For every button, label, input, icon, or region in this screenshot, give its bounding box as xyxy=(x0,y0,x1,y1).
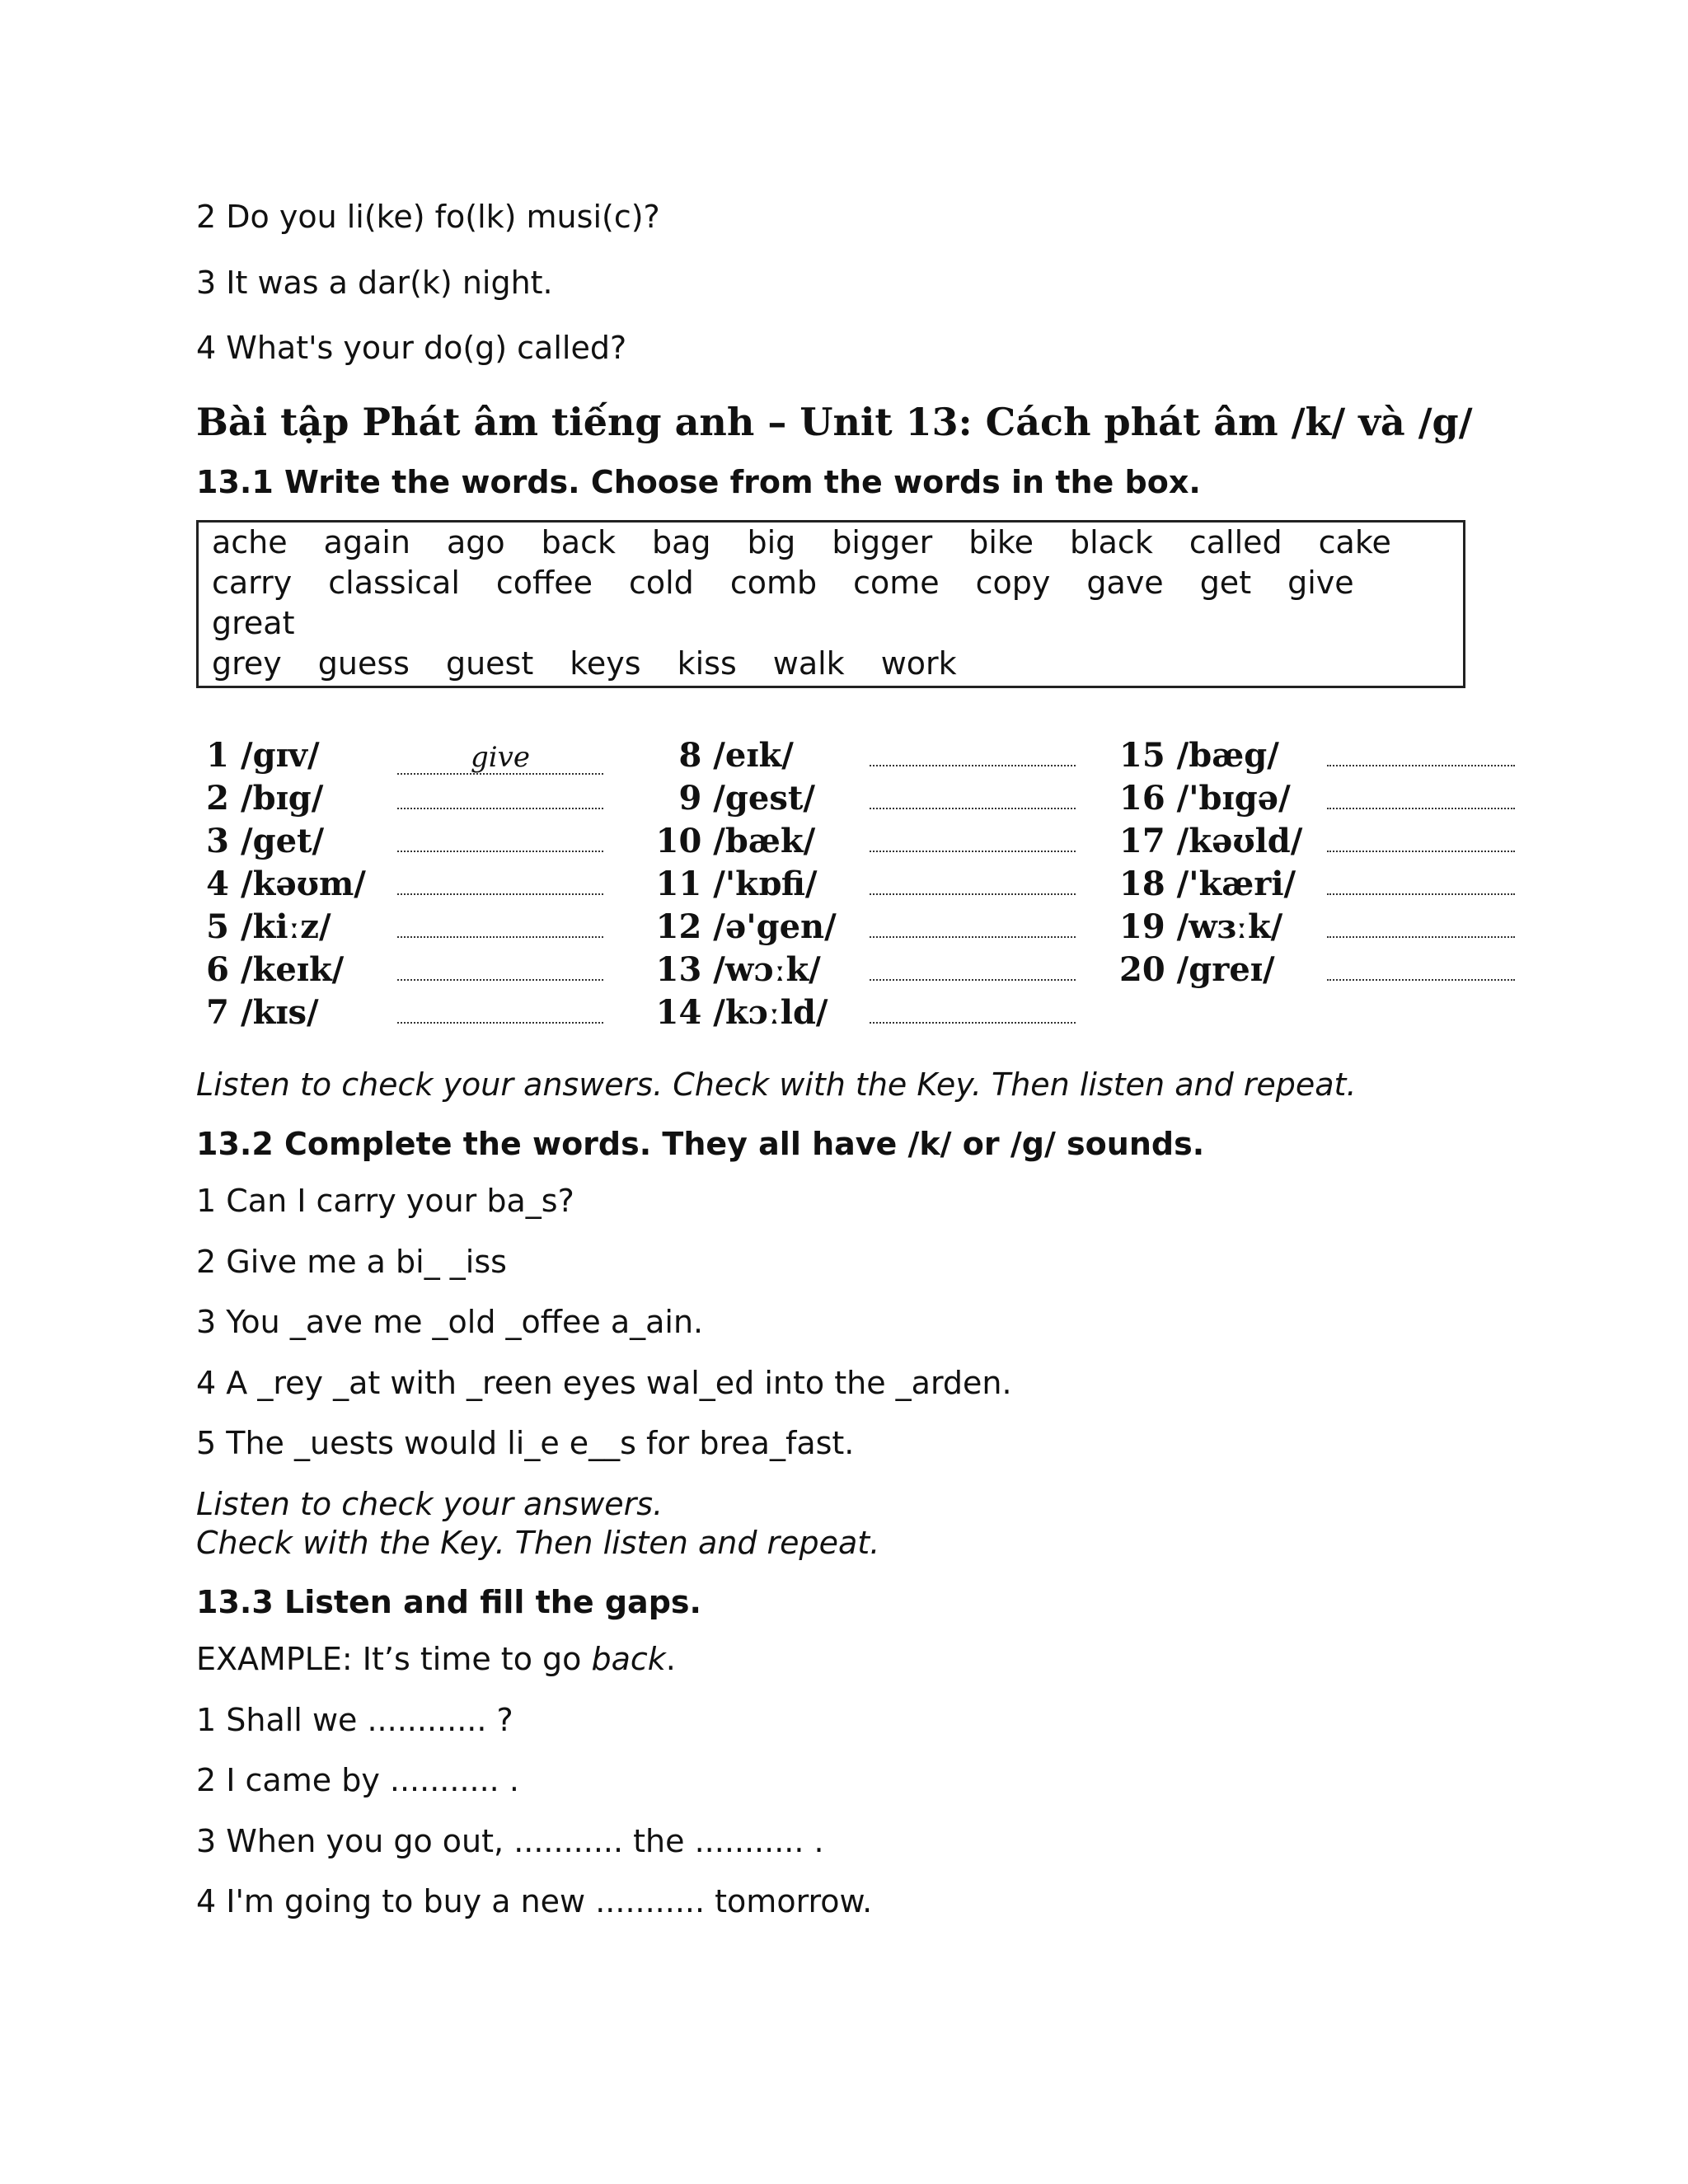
exercise-13-3-sentences xyxy=(196,1640,1515,1922)
answer-blank[interactable] xyxy=(1327,737,1515,766)
ipa-item xyxy=(1119,907,1515,950)
ipa-transcription: /greɪ/ xyxy=(1176,950,1275,990)
sentence: 3 When you go out, ........... the ........... . xyxy=(196,1822,824,1859)
note-line: Listen to check your answers. xyxy=(196,1485,663,1522)
ipa-transcription: /keɪk/ xyxy=(241,950,345,990)
ipa-transcription: /gest/ xyxy=(713,779,815,818)
ipa-item xyxy=(654,779,1119,822)
box-word: guess xyxy=(317,645,410,682)
box-word: cake xyxy=(1318,524,1391,561)
answer-blank[interactable] xyxy=(1327,865,1515,895)
worksheet-page xyxy=(196,198,1515,1943)
sentence: 1 Can I carry your ba_s? xyxy=(196,1183,574,1220)
sentence: 1 Shall we ............ ? xyxy=(196,1701,513,1738)
answer-blank[interactable] xyxy=(870,994,1076,1024)
exercise-13-2-note xyxy=(196,1485,1515,1563)
ipa-item xyxy=(196,907,654,950)
box-word: bag xyxy=(651,524,711,561)
ipa-transcription: /wɜːk/ xyxy=(1176,907,1283,947)
ipa-item xyxy=(654,736,1119,779)
example-prefix: EXAMPLE: It’s time to go xyxy=(196,1641,592,1678)
box-word: comb xyxy=(729,565,818,602)
box-word: ago xyxy=(447,524,505,561)
ipa-item xyxy=(196,779,654,822)
previous-exercise-sentences xyxy=(196,198,1515,368)
ipa-item xyxy=(654,907,1119,950)
word-box-row xyxy=(212,563,1450,603)
ipa-transcription: /bɪg/ xyxy=(241,779,324,818)
box-word: get xyxy=(1199,565,1252,602)
item-number: 5 xyxy=(206,907,229,947)
item-number: 16 xyxy=(1119,779,1165,818)
exercise-13-3-heading: 13.3 Listen and fill the gaps. xyxy=(196,1583,701,1620)
answer-blank[interactable] xyxy=(870,908,1076,938)
box-word: bike xyxy=(968,524,1034,561)
ipa-column xyxy=(654,736,1119,1036)
ipa-item xyxy=(196,822,654,865)
item-number: 11 xyxy=(655,865,702,904)
box-word: called xyxy=(1189,524,1282,561)
answer-blank[interactable] xyxy=(397,780,603,809)
ipa-transcription: /'kɒfi/ xyxy=(713,865,818,904)
box-word: back xyxy=(541,524,616,561)
answer-blank[interactable] xyxy=(1327,951,1515,981)
exercise-13-1-heading: 13.1 Write the words. Choose from the words in the box. xyxy=(196,463,1201,500)
ipa-item xyxy=(654,950,1119,993)
sentence: 2 Do you li(ke) fo(lk) musi(c)? xyxy=(196,199,660,235)
sentence: 3 You _ave me _old _offee a_ain. xyxy=(196,1304,704,1341)
ipa-transcription: /bæg/ xyxy=(1176,736,1279,776)
example-suffix: . xyxy=(665,1641,676,1678)
box-word: ache xyxy=(212,524,288,561)
answer-blank[interactable] xyxy=(870,737,1076,766)
unit-title: Bài tập Phát âm tiếng anh – Unit 13: Cách phát âm /k/ và /g/ xyxy=(196,399,1473,444)
item-number: 6 xyxy=(206,950,229,990)
item-number: 4 xyxy=(206,865,229,904)
item-number: 12 xyxy=(655,907,702,947)
ipa-item xyxy=(196,865,654,907)
box-word: work xyxy=(880,645,957,682)
answer-blank[interactable] xyxy=(397,823,603,852)
box-word: kiss xyxy=(677,645,737,682)
word-box-row xyxy=(212,523,1450,563)
sentence: 4 I'm going to buy a new ........... tomorrow. xyxy=(196,1883,873,1920)
sentence: 2 I came by ........... . xyxy=(196,1762,519,1799)
box-word: walk xyxy=(772,645,845,682)
answer-blank[interactable]: give xyxy=(397,745,603,775)
exercise-13-2-heading: 13.2 Complete the words. They all have /k/ or /g/ sounds. xyxy=(196,1125,1205,1162)
ipa-transcription: /kiːz/ xyxy=(241,907,331,947)
word-box xyxy=(196,520,1465,688)
item-number: 18 xyxy=(1119,865,1165,904)
box-word: big xyxy=(747,524,796,561)
ipa-transcription: /gɪv/ xyxy=(241,736,320,776)
box-word: grey xyxy=(212,645,282,682)
item-number: 10 xyxy=(655,822,702,861)
answer-blank[interactable] xyxy=(870,951,1076,981)
answer-blank[interactable] xyxy=(870,780,1076,809)
item-number: 20 xyxy=(1119,950,1165,990)
item-number: 3 xyxy=(206,822,229,861)
ipa-transcription: /kɔːld/ xyxy=(713,993,828,1033)
word-box-row xyxy=(212,603,1450,644)
answer-blank[interactable] xyxy=(397,908,603,938)
ipa-item xyxy=(654,865,1119,907)
ipa-transcription: /bæk/ xyxy=(713,822,816,861)
ipa-item xyxy=(654,822,1119,865)
ipa-item xyxy=(654,993,1119,1036)
ipa-answer-grid xyxy=(196,736,1515,1036)
sentence: 3 It was a dar(k) night. xyxy=(196,264,553,301)
ipa-transcription: /eɪk/ xyxy=(713,736,794,776)
box-word: gave xyxy=(1086,565,1164,602)
ipa-item xyxy=(1119,736,1515,779)
ipa-transcription: /kɪs/ xyxy=(241,993,319,1033)
sentence: 5 The _uests would li_e e__s for brea_fast. xyxy=(196,1425,855,1462)
ipa-column xyxy=(196,736,654,1036)
answer-blank[interactable] xyxy=(1327,780,1515,809)
item-number: 13 xyxy=(655,950,702,990)
box-word: classical xyxy=(328,565,460,602)
box-word: again xyxy=(323,524,410,561)
box-word: keys xyxy=(570,645,641,682)
item-number: 8 xyxy=(678,736,702,776)
box-word: carry xyxy=(212,565,293,602)
item-number: 9 xyxy=(678,779,702,818)
answer-blank[interactable] xyxy=(397,951,603,981)
box-word: copy xyxy=(975,565,1051,602)
answer-blank[interactable] xyxy=(870,865,1076,895)
box-word: come xyxy=(853,565,940,602)
ipa-item xyxy=(196,736,654,779)
item-number: 2 xyxy=(206,779,229,818)
ipa-transcription: /'kæri/ xyxy=(1176,865,1296,904)
sentence: 4 What's your do(g) called? xyxy=(196,330,627,366)
item-number: 19 xyxy=(1119,907,1165,947)
box-word: cold xyxy=(628,565,694,602)
ipa-column xyxy=(1119,736,1515,1036)
item-number: 14 xyxy=(655,993,702,1033)
exercise-13-2-sentences xyxy=(196,1182,1515,1464)
sentence: 4 A _rey _at with _reen eyes wal_ed into the _arden. xyxy=(196,1364,1012,1401)
answer-blank[interactable] xyxy=(870,823,1076,852)
ipa-transcription: /ə'gen/ xyxy=(713,907,837,947)
ipa-item xyxy=(1119,779,1515,822)
box-word: great xyxy=(212,605,295,642)
note-line: Check with the Key. Then listen and repeat. xyxy=(196,1525,880,1562)
answer-blank[interactable] xyxy=(1327,908,1515,938)
ipa-item xyxy=(1119,950,1515,993)
box-word: coffee xyxy=(495,565,593,602)
box-word: guest xyxy=(445,645,534,682)
word-box-row xyxy=(212,644,1450,684)
box-word: black xyxy=(1069,524,1153,561)
answer-blank[interactable] xyxy=(397,994,603,1024)
item-number: 17 xyxy=(1119,822,1165,861)
ipa-transcription: /kəʊld/ xyxy=(1176,822,1303,861)
answer-blank[interactable] xyxy=(397,865,603,895)
answer-blank[interactable] xyxy=(1327,823,1515,852)
item-number: 7 xyxy=(206,993,229,1033)
ipa-transcription: /wɔːk/ xyxy=(713,950,821,990)
example-sentence xyxy=(196,1640,1515,1680)
ipa-transcription: /kəʊm/ xyxy=(241,865,366,904)
ipa-transcription: /'bɪgə/ xyxy=(1176,779,1291,818)
box-word: give xyxy=(1287,565,1354,602)
exercise-13-1-note: Listen to check your answers. Check with the Key. Then listen and repeat. xyxy=(196,1066,1357,1104)
example-word: back xyxy=(591,1641,666,1678)
box-word: bigger xyxy=(832,524,933,561)
ipa-item xyxy=(196,950,654,993)
sentence: 2 Give me a bi_ _iss xyxy=(196,1243,507,1280)
ipa-item xyxy=(1119,865,1515,907)
item-number: 15 xyxy=(1119,736,1165,776)
ipa-transcription: /get/ xyxy=(241,822,325,861)
ipa-item xyxy=(196,993,654,1036)
item-number: 1 xyxy=(206,736,229,776)
ipa-item xyxy=(1119,822,1515,865)
